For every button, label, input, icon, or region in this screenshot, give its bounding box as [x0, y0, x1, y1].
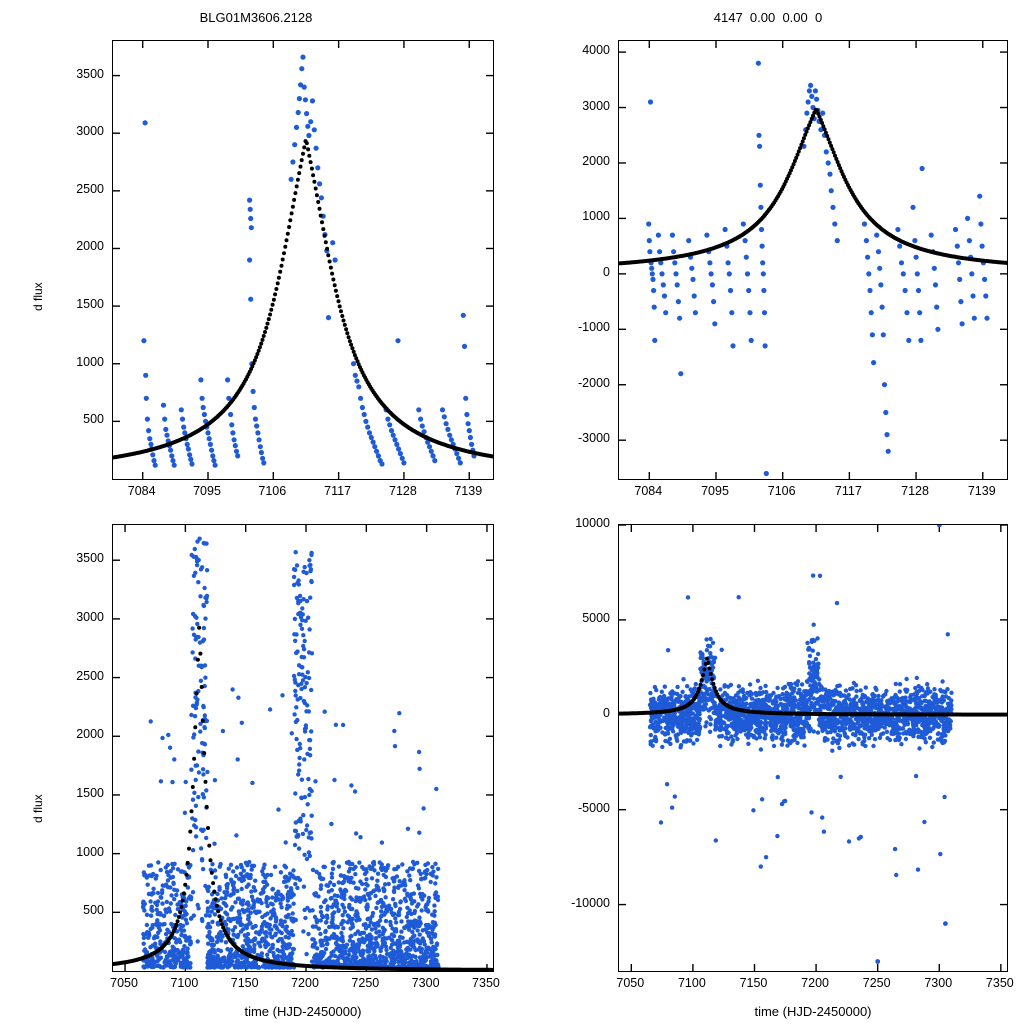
y-tick-label: 1000 — [76, 354, 104, 369]
x-tick-label: 7050 — [616, 976, 645, 990]
y-tick-label: 3000 — [76, 124, 104, 139]
y-tick-label: 3000 — [582, 98, 610, 113]
panel-bottom-left-plot[interactable] — [112, 524, 494, 972]
y-tick-label: -5000 — [578, 800, 610, 815]
y-tick-label: 1000 — [76, 844, 104, 859]
y-tick-label: 0 — [603, 705, 610, 720]
y-tick-label: 2500 — [76, 668, 104, 683]
y-tick-label: -10000 — [571, 895, 610, 910]
x-tick-label: 7350 — [472, 976, 500, 990]
y-tick-label: -2000 — [578, 375, 610, 390]
y-tick-label: 500 — [83, 903, 104, 918]
x-tick-label: 7250 — [862, 976, 891, 990]
y-tick-label: 0 — [603, 264, 610, 279]
x-tick-label: 7095 — [701, 484, 729, 498]
y-tick-label: 3000 — [76, 609, 104, 624]
panel-top-left-plot[interactable] — [112, 40, 494, 480]
panel-top-right-title: 4147 0.00 0.00 0 — [713, 10, 823, 25]
panel-bottom-right-xlabel: time (HJD-2450000) — [754, 1004, 872, 1019]
y-tick-label: 1500 — [76, 785, 104, 800]
x-tick-label: 7250 — [351, 976, 380, 990]
panel-bottom-right — [512, 512, 1024, 1024]
x-tick-label: 7100 — [170, 976, 199, 990]
y-tick-label: 1500 — [76, 297, 104, 312]
panel-bottom-left-xlabel: time (HJD-2450000) — [244, 1004, 362, 1019]
y-tick-label: -3000 — [578, 431, 610, 446]
x-tick-label: 7150 — [230, 976, 259, 990]
x-tick-label: 7106 — [258, 484, 287, 498]
x-tick-label: 7050 — [110, 976, 138, 990]
x-tick-label: 7300 — [924, 976, 953, 990]
panel-bottom-left — [0, 512, 512, 1024]
x-tick-label: 7128 — [901, 484, 929, 498]
x-tick-label: 7117 — [324, 484, 352, 498]
x-tick-label: 7200 — [801, 976, 829, 990]
x-tick-label: 7350 — [985, 976, 1014, 990]
y-tick-label: 3500 — [76, 66, 104, 81]
x-tick-label: 7084 — [127, 484, 156, 498]
y-tick-label: 3500 — [76, 551, 104, 566]
y-tick-label: -1000 — [578, 320, 610, 335]
panel-bottom-left-ylabel: d flux — [31, 794, 45, 823]
y-tick-label: 10000 — [575, 516, 610, 530]
panel-top-left-ylabel: d flux — [31, 282, 45, 311]
y-tick-label: 5000 — [582, 610, 610, 625]
y-tick-label: 500 — [83, 412, 104, 427]
x-tick-label: 7106 — [767, 484, 796, 498]
x-tick-label: 7150 — [739, 976, 768, 990]
x-tick-label: 7200 — [291, 976, 319, 990]
x-tick-label: 7128 — [389, 484, 417, 498]
panel-top-right-plot[interactable] — [618, 40, 1008, 480]
y-tick-label: 4000 — [582, 43, 610, 58]
y-tick-label: 2000 — [76, 727, 104, 742]
x-tick-label: 7139 — [454, 484, 483, 498]
y-tick-label: 2500 — [76, 181, 104, 196]
x-tick-label: 7139 — [967, 484, 996, 498]
x-tick-label: 7300 — [411, 976, 440, 990]
x-tick-label: 7117 — [834, 484, 862, 498]
panel-top-left-title: BLG01M3606.2128 — [199, 10, 313, 25]
panel-bottom-right-plot[interactable] — [618, 524, 1008, 972]
x-tick-label: 7100 — [677, 976, 706, 990]
y-tick-label: 2000 — [582, 153, 610, 168]
y-tick-label: 1000 — [582, 209, 610, 224]
x-tick-label: 7095 — [193, 484, 221, 498]
y-tick-label: 2000 — [76, 239, 104, 254]
x-tick-label: 7084 — [634, 484, 663, 498]
